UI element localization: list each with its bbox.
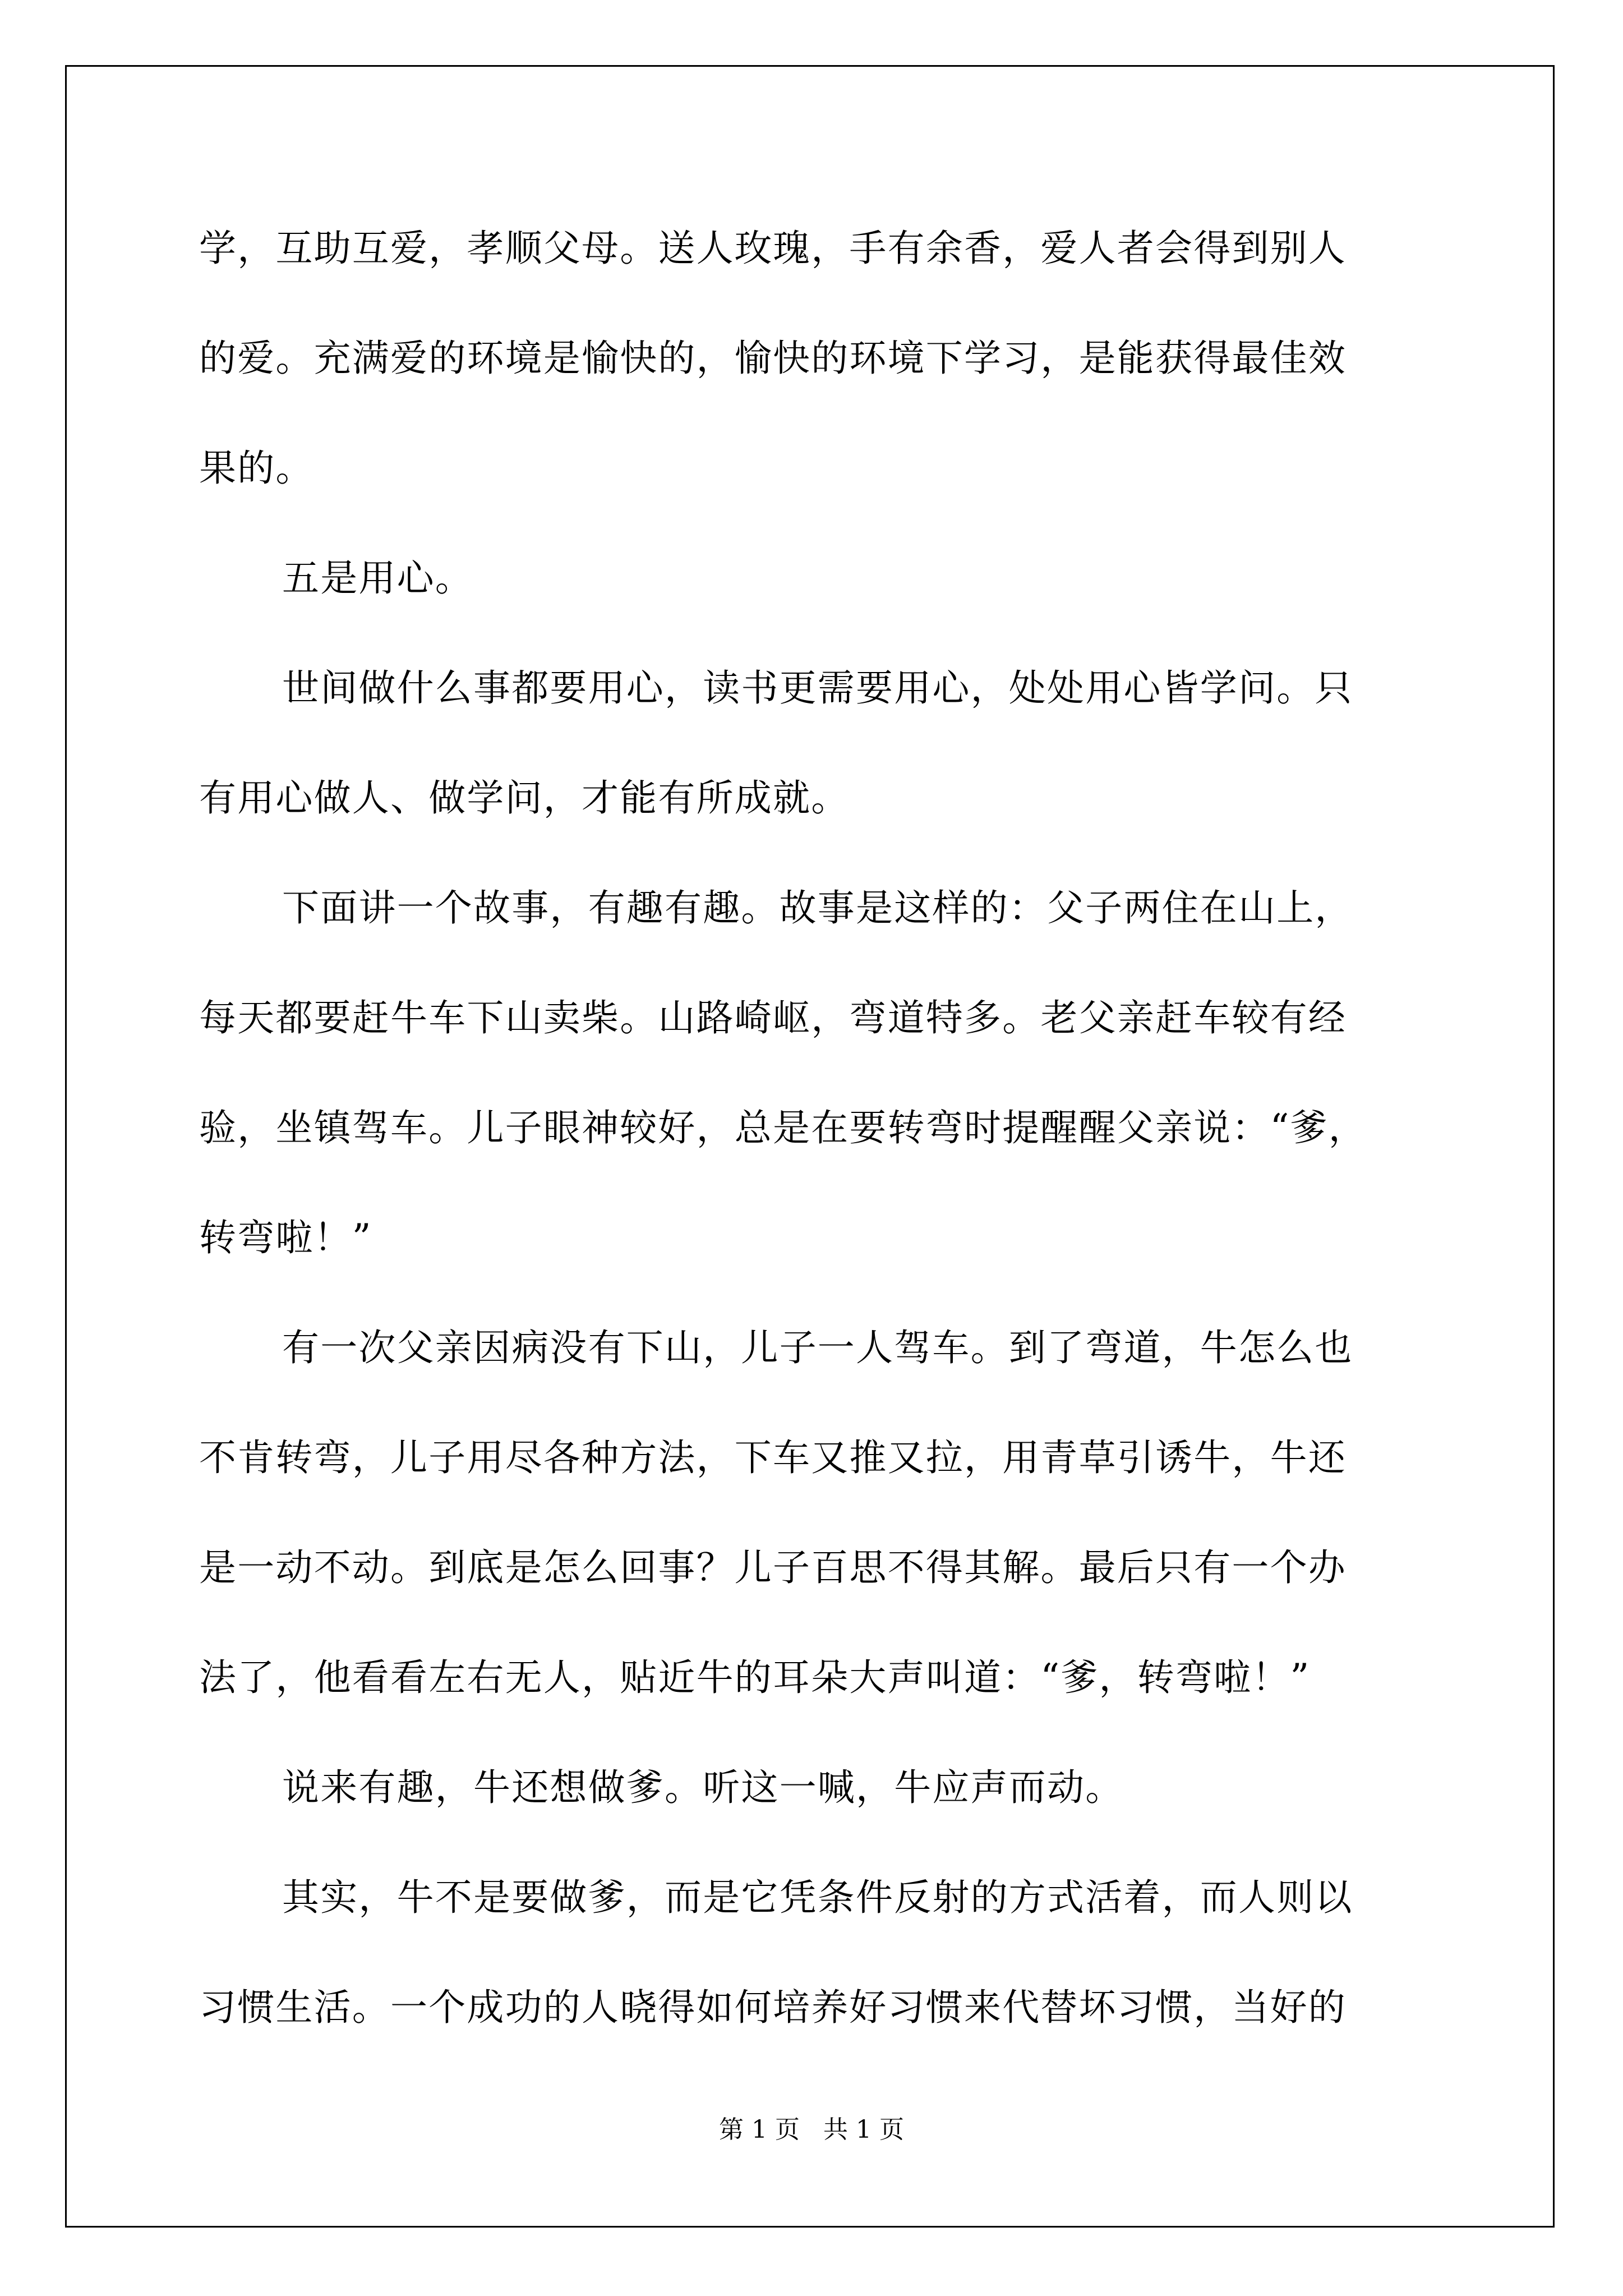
text-line: 说来有趣，牛还想做爹。听这一喊，牛应声而动。 xyxy=(282,1766,1124,1809)
text-line: 五是用心。 xyxy=(282,556,473,600)
text-line: 每天都要赶牛车下山卖柴。山路崎岖，弯道特多。老父亲赶车较有经 xyxy=(199,996,1347,1039)
text-line: 有用心做人、做学问，才能有所成就。 xyxy=(199,776,850,820)
text-line: 学，互助互爱，孝顺父母。送人玫瑰，手有余香，爱人者会得到别人 xyxy=(199,227,1347,270)
text-line: 果的。 xyxy=(199,447,314,490)
text-line: 其实，牛不是要做爹，而是它凭条件反射的方式活着，而人则以 xyxy=(282,1876,1353,1919)
page-footer: 第 1 页 共 1 页 xyxy=(719,2115,904,2144)
text-line: 有一次父亲因病没有下山，儿子一人驾车。到了弯道，牛怎么也 xyxy=(282,1326,1353,1369)
text-line: 不肯转弯，儿子用尽各种方法，下车又推又拉，用青草引诱牛，牛还 xyxy=(199,1436,1347,1479)
text-line: 转弯啦！” xyxy=(199,1216,372,1259)
text-line: 法了，他看看左右无人，贴近牛的耳朵大声叫道：“爹，转弯啦！” xyxy=(199,1656,1311,1699)
text-line: 的爱。充满爱的环境是愉快的，愉快的环境下学习，是能获得最佳效 xyxy=(199,337,1347,380)
text-line: 是一动不动。到底是怎么回事？儿子百思不得其解。最后只有一个办 xyxy=(199,1546,1347,1589)
text-line: 下面讲一个故事，有趣有趣。故事是这样的：父子两住在山上， xyxy=(282,886,1353,930)
text-line: 验，坐镇驾车。儿子眼神较好，总是在要转弯时提醒醒父亲说：“爹， xyxy=(199,1106,1367,1149)
text-line: 习惯生活。一个成功的人晓得如何培养好习惯来代替坏习惯，当好的 xyxy=(199,1986,1347,2029)
text-line: 世间做什么事都要用心，读书更需要用心，处处用心皆学问。只 xyxy=(282,666,1353,710)
